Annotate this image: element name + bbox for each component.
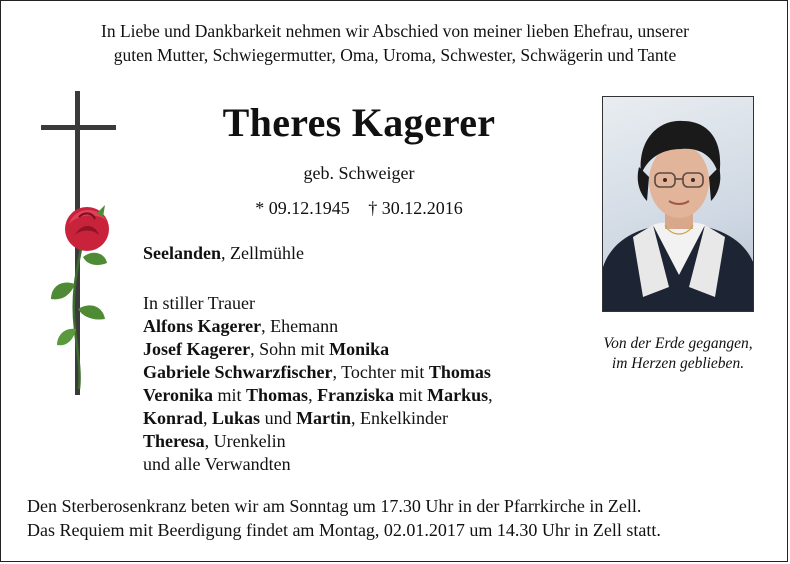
life-dates bbox=[121, 198, 597, 219]
requiem-info: Das Requiem mit Beerdigung findet am Montag, 02.01.2017 um 14.30 Uhr in Zell statt. bbox=[27, 520, 661, 540]
cross-with-rose-icon bbox=[31, 89, 131, 399]
deceased-name: Theres Kagerer bbox=[222, 100, 496, 145]
mourners-heading: In stiller Trauer bbox=[143, 293, 255, 313]
location bbox=[143, 242, 304, 265]
list-item: Konrad, Lukas und Martin, Enkelkinder bbox=[143, 408, 449, 428]
memorial-quote: Von der Erde gegangen, im Herzen geblieben. bbox=[603, 335, 753, 372]
maiden-name: geb. Schweiger bbox=[303, 163, 415, 183]
list-item: Theresa, Urenkelin bbox=[143, 431, 286, 451]
death-date: † 30.12.2016 bbox=[368, 198, 463, 218]
list-item: und alle Verwandten bbox=[143, 454, 291, 474]
intro-text bbox=[1, 19, 789, 67]
list-item: Veronika mit Thomas, Franziska mit Markus, bbox=[143, 385, 493, 405]
portrait-photo bbox=[602, 96, 754, 312]
intro-line-1: In Liebe und Dankbarkeit nehmen wir Abschied von meiner lieben Ehefrau, unserer bbox=[101, 21, 689, 41]
location-place: Seelanden bbox=[143, 243, 222, 263]
birth-date: * 09.12.1945 bbox=[255, 198, 350, 218]
mourners-list bbox=[143, 292, 493, 476]
list-item: Gabriele Schwarzfischer, Tochter mit Thomas bbox=[143, 362, 491, 382]
list-item: Alfons Kagerer, Ehemann bbox=[143, 316, 339, 336]
list-item: Josef Kagerer, Sohn mit Monika bbox=[143, 339, 390, 359]
service-info bbox=[27, 494, 661, 542]
location-rest: , Zellmühle bbox=[221, 243, 304, 263]
rosary-info: Den Sterberosenkranz beten wir am Sonntag um 17.30 Uhr in der Pfarrkirche in Zell. bbox=[27, 496, 642, 516]
intro-line-2: guten Mutter, Schwiegermutter, Oma, Uroma, Schwester, Schwägerin und Tante bbox=[113, 45, 677, 65]
